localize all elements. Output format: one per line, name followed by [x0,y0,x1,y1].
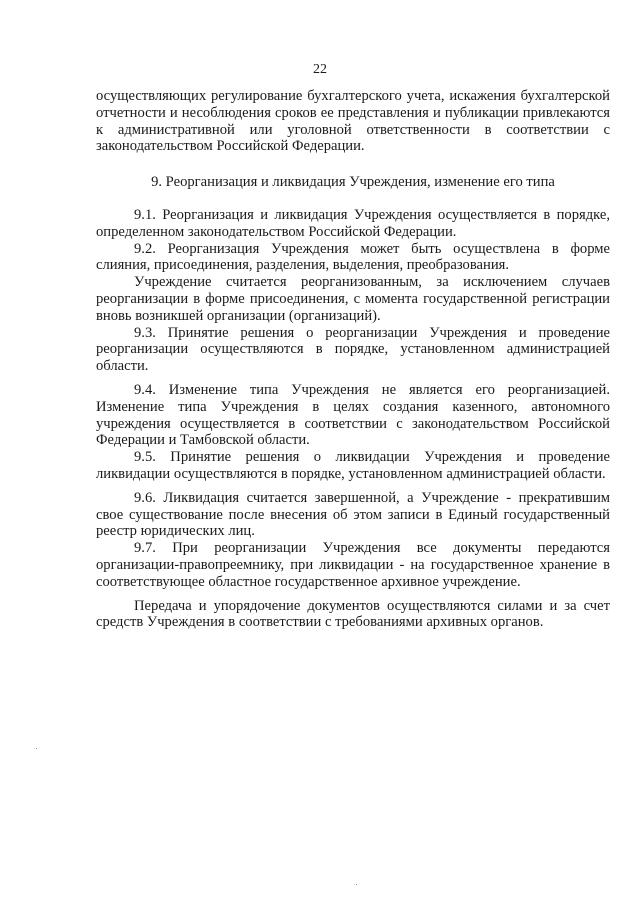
paragraph-9-5: 9.5. Принятие решения о ликвидации Учреждения и проведение ликвидации осуществляются в порядке, установленном администрацией области. [96,449,610,482]
document-body [96,88,610,631]
paragraph-9-3: 9.3. Принятие решения о реорганизации Учреждения и проведение реорганизации осуществляются в порядке, установленном администрацией области. [96,324,610,375]
scan-speck [36,748,37,749]
paragraph-9-4: 9.4. Изменение типа Учреждения не является его реорганизацией. Изменение типа Учреждения в целях создания казенного, автономного учреждения осуществляется в соответствии с законодательством Российской Федерации и Тамбовской области. [96,381,610,449]
paragraph-9-7: 9.7. При реорганизации Учреждения все документы передаются организации-правопреемнику, при ликвидации - на государственное хранение в соответствующее областное государственное архивное учреждение. [96,540,610,590]
paragraph-archive-transfer: Передача и упорядочение документов осуществляются силами и за счет средств Учреждения в соответствии с требованиями архивных органов. [96,597,610,631]
scan-speck [356,884,357,885]
section-heading: 9. Реорганизация и ликвидация Учреждения, изменение его типа [151,174,555,191]
page-number: 22 [313,62,327,77]
paragraph-9-2: 9.2. Реорганизация Учреждения может быть осуществлена в форме слияния, присоединения, разделения, выделения, преобразования. [96,240,610,274]
intro-paragraph: осуществляющих регулирование бухгалтерского учета, искажения бухгалтерской отчетности и несоблюдения сроков ее представления и публикации привлекаются к административной или уголовной ответственности в соответствии с законодательством Российской Федерации. [96,88,610,155]
paragraph-9-6: 9.6. Ликвидация считается завершенной, а Учреждение - прекратившим свое существование после внесения об этом записи в Единый государственный реестр юридических лиц. [96,489,610,540]
paragraph-9-1: 9.1. Реорганизация и ликвидация Учреждения осуществляется в порядке, определенном законодательством Российской Федерации. [96,206,610,240]
paragraph-reorganized: Учреждение считается реорганизованным, за исключением случаев реорганизации в форме присоединения, с момента государственной регистрации вновь возникшей организации (организаций). [96,274,610,324]
